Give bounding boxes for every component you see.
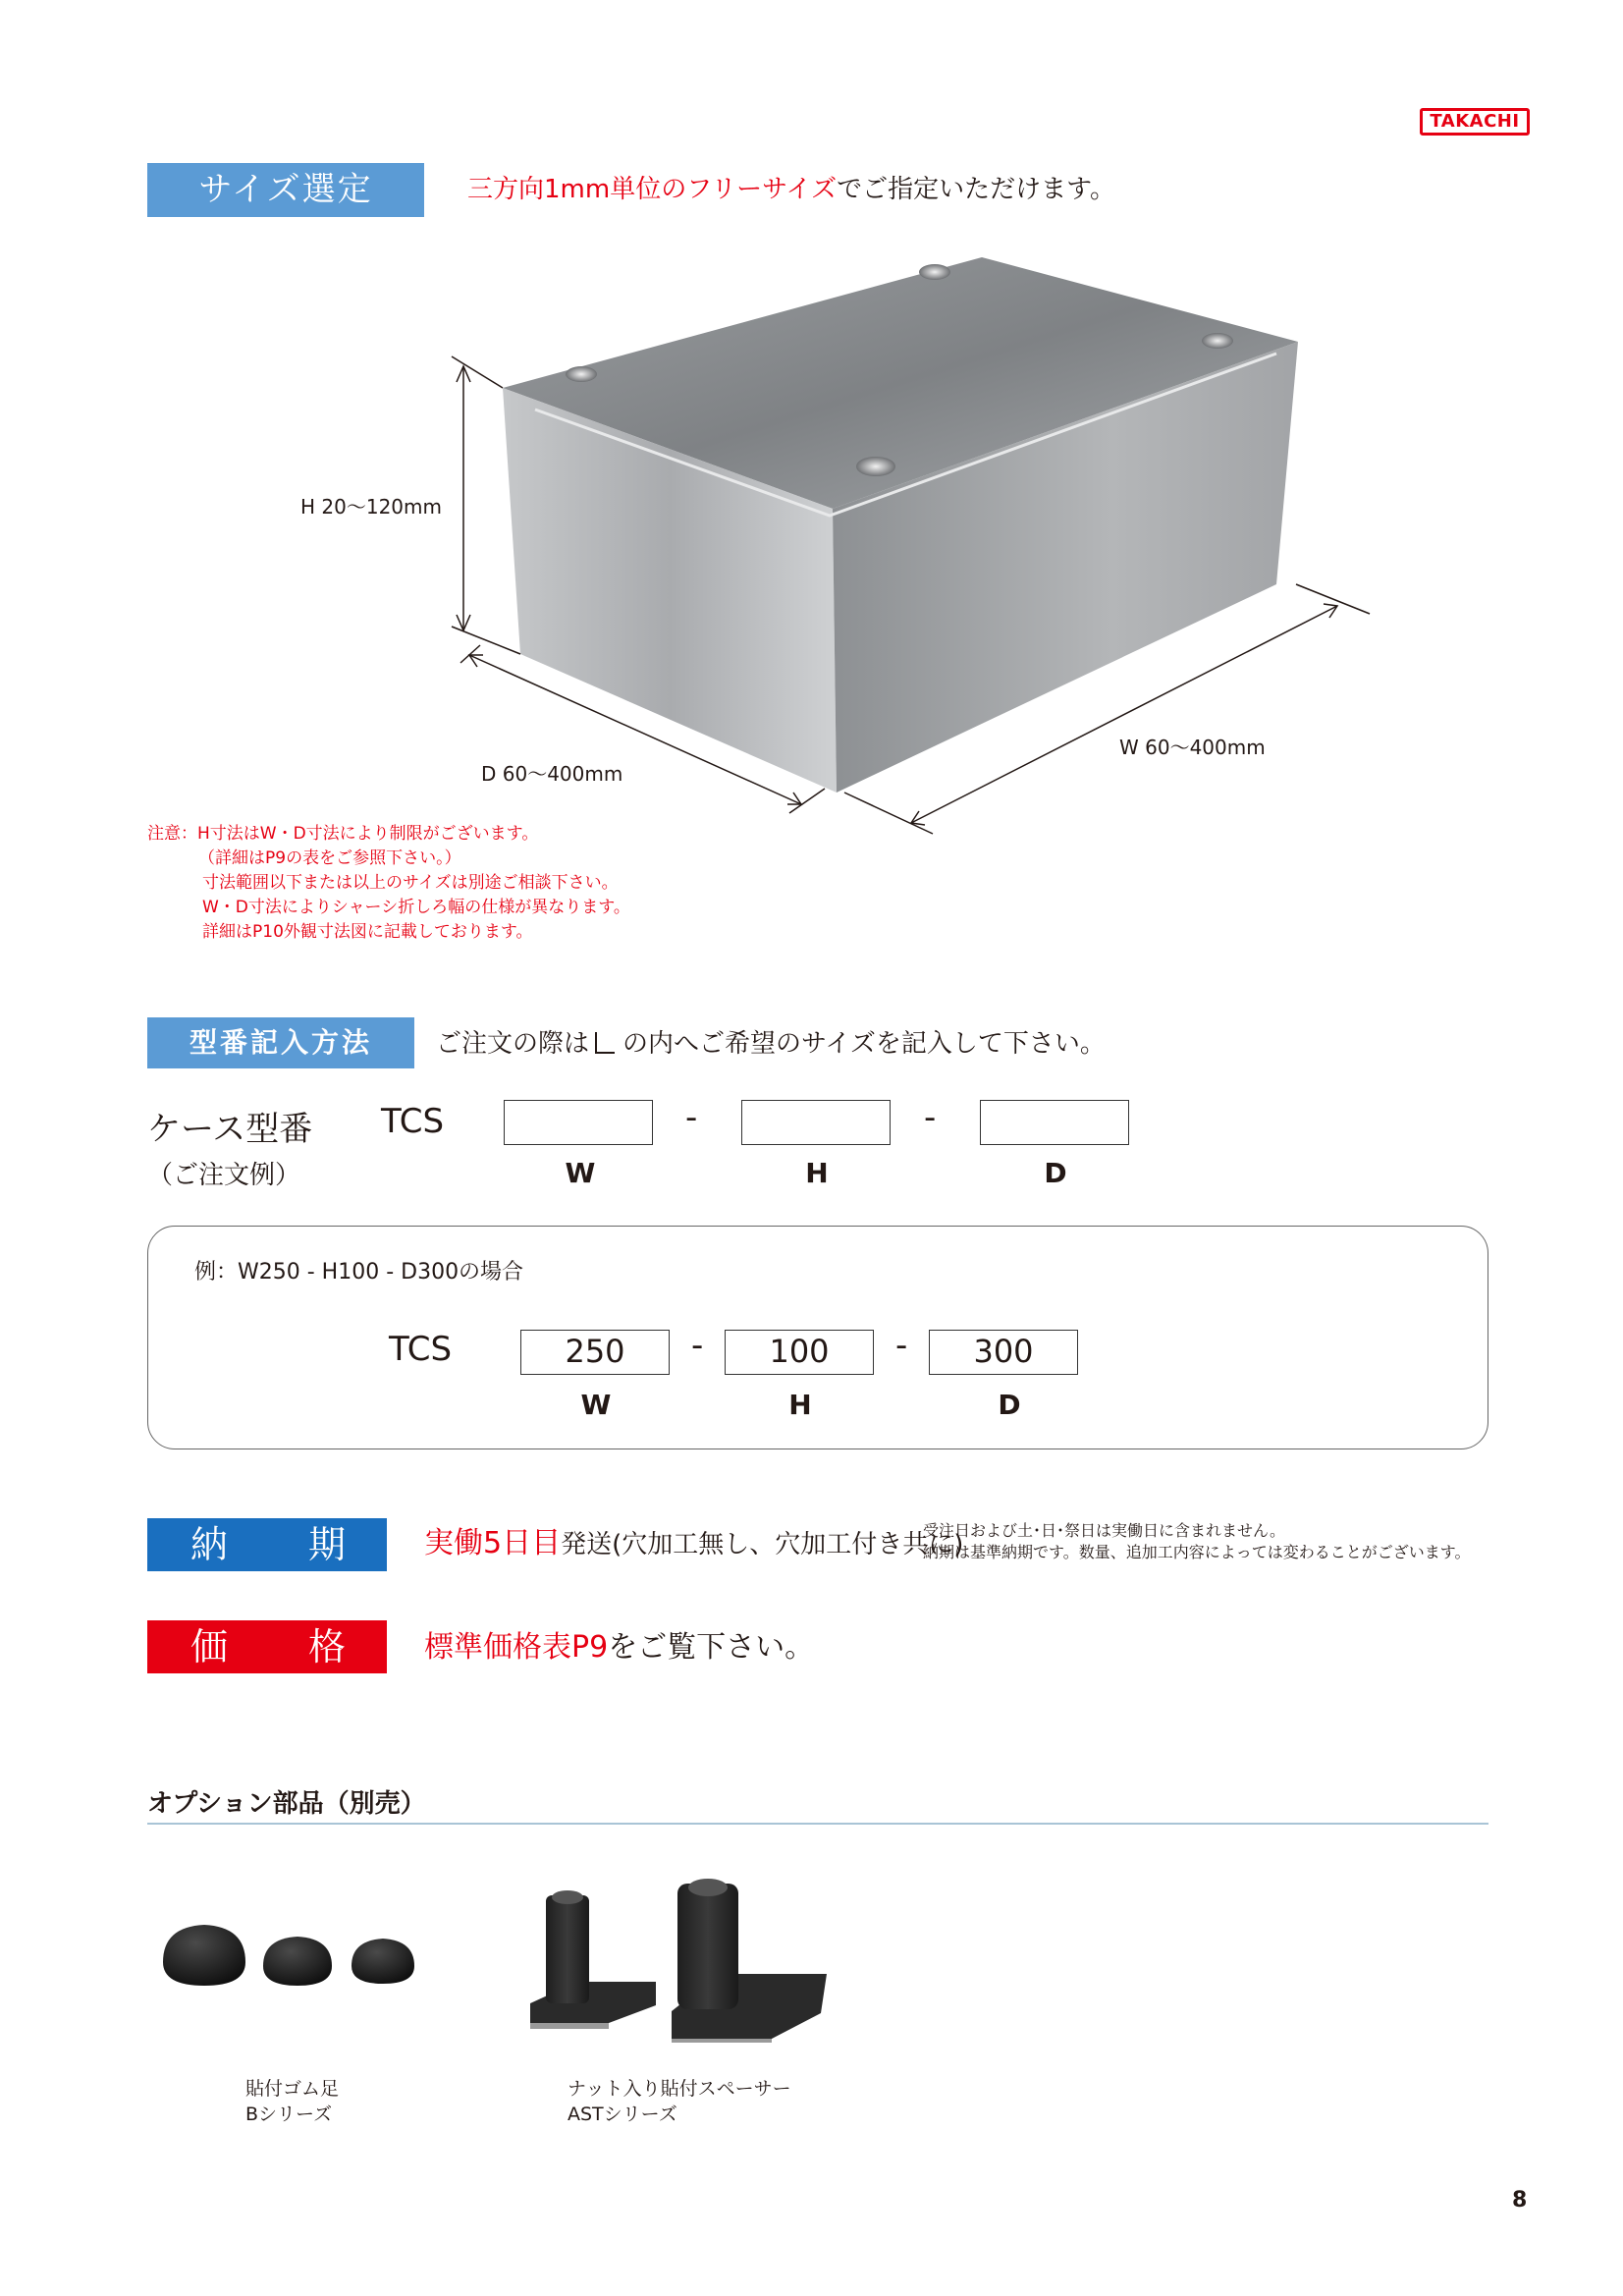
price-rest: をご覧下さい。 — [608, 1630, 815, 1665]
model-desc-after: の内へご希望のサイズを記入して下さい。 — [622, 1029, 1106, 1059]
delivery-label-char: 納 — [190, 1523, 229, 1566]
screw-icon — [919, 264, 950, 280]
example-column-h: H — [788, 1389, 812, 1421]
spacer-large-post — [677, 1884, 738, 2009]
note-line: 詳細はP10外観寸法図に記載しております。 — [202, 922, 533, 942]
case-model-title: ケース型番 — [147, 1110, 313, 1149]
delivery-label — [147, 1518, 387, 1571]
spacer-small-base-side — [530, 2023, 609, 2029]
example-height-box: 100 — [725, 1330, 874, 1375]
example-title: 例：W250 - H100 - D300の場合 — [194, 1260, 524, 1285]
product-caption-rubber-feet — [245, 2076, 339, 2127]
spacer-large-hole — [688, 1879, 728, 1896]
delivery-note-line: 納期は基準納期です。数量、追加工内容によっては変わることがございます。 — [923, 1543, 1471, 1561]
options-title: オプション部品（別売） — [147, 1789, 426, 1819]
example-column-d: D — [998, 1389, 1021, 1421]
dash-separator: - — [691, 1326, 704, 1365]
product-name: 貼付ゴム足 — [245, 2078, 340, 2100]
spacer-large-base-side — [672, 2039, 772, 2043]
note-line: W・D寸法によりシャーシ折しろ幅の仕様が異なります。 — [202, 898, 630, 917]
width-range-label: W 60〜400mm — [1119, 736, 1266, 759]
note-line: （詳細はP9の表をご参照下さい。） — [198, 848, 461, 868]
price-highlight: 標準価格表P9 — [424, 1630, 609, 1665]
rubber-foot-large — [163, 1925, 245, 1986]
bracket-icon — [595, 1032, 615, 1054]
dash-separator: - — [895, 1326, 908, 1365]
price-label-char: 格 — [308, 1625, 347, 1668]
delivery-rest: 発送(穴加工無し、穴加工付き共に) — [561, 1530, 964, 1559]
screw-icon — [1202, 333, 1233, 349]
depth-range-label: D 60〜400mm — [481, 762, 623, 786]
example-depth-box: 300 — [929, 1330, 1078, 1375]
product-name: ナット入り貼付スペーサー — [568, 2078, 791, 2100]
delivery-highlight: 実働5日目 — [424, 1526, 562, 1560]
case-prefix: TCS — [381, 1102, 445, 1141]
page-number: 8 — [1512, 2188, 1528, 2213]
example-column-w: W — [580, 1389, 612, 1421]
delivery-description — [424, 1524, 963, 1564]
note-line: 注意：H寸法はW・D寸法により制限がございます。 — [147, 824, 539, 844]
screw-icon — [566, 366, 597, 382]
dash-separator: - — [685, 1098, 698, 1137]
column-label-d: D — [1044, 1157, 1067, 1189]
product-series: Bシリーズ — [245, 2104, 333, 2125]
example-width-box: 250 — [520, 1330, 670, 1375]
note-line: 寸法範囲以下または以上のサイズは別途ご相談下さい。 — [202, 873, 619, 893]
product-caption-spacer — [568, 2076, 791, 2127]
width-entry-box[interactable] — [504, 1100, 653, 1145]
order-example-label: （ご注文例） — [147, 1161, 301, 1190]
options-divider — [147, 1823, 1488, 1825]
column-label-w: W — [565, 1157, 596, 1189]
size-notes — [147, 822, 630, 945]
size-section-label: サイズ選定 — [147, 163, 424, 217]
brand-logo: TAKACHI — [1420, 108, 1530, 136]
size-section-description — [467, 172, 1115, 207]
depth-entry-box[interactable] — [980, 1100, 1129, 1145]
spacer-small-post — [546, 1895, 589, 2003]
delivery-note-line: 受注日および土･日･祭日は実働日に含まれません。 — [923, 1521, 1285, 1540]
spacer-small-hole — [552, 1890, 583, 1904]
model-section-label: 型番記入方法 — [147, 1017, 414, 1068]
screw-icon — [856, 457, 895, 476]
example-prefix: TCS — [389, 1330, 453, 1369]
price-label-char: 価 — [190, 1625, 229, 1668]
rubber-feet-image — [155, 1905, 450, 2003]
nut-spacer-image — [526, 1866, 831, 2043]
price-label — [147, 1620, 387, 1673]
model-section-description — [436, 1027, 1106, 1061]
size-desc-rest: でご指定いただけます。 — [837, 175, 1115, 204]
model-desc-before: ご注文の際は — [436, 1029, 590, 1059]
dash-separator: - — [924, 1098, 937, 1137]
column-label-h: H — [805, 1157, 829, 1189]
rubber-foot-medium — [263, 1937, 332, 1986]
delivery-notes — [923, 1520, 1470, 1563]
rubber-foot-small — [352, 1939, 414, 1984]
price-description — [424, 1628, 814, 1667]
height-entry-box[interactable] — [741, 1100, 891, 1145]
product-series: ASTシリーズ — [568, 2104, 677, 2125]
size-desc-highlight: 三方向1mm単位のフリーサイズ — [467, 175, 838, 204]
height-range-label: H 20〜120mm — [300, 495, 442, 519]
delivery-label-char: 期 — [308, 1523, 347, 1566]
